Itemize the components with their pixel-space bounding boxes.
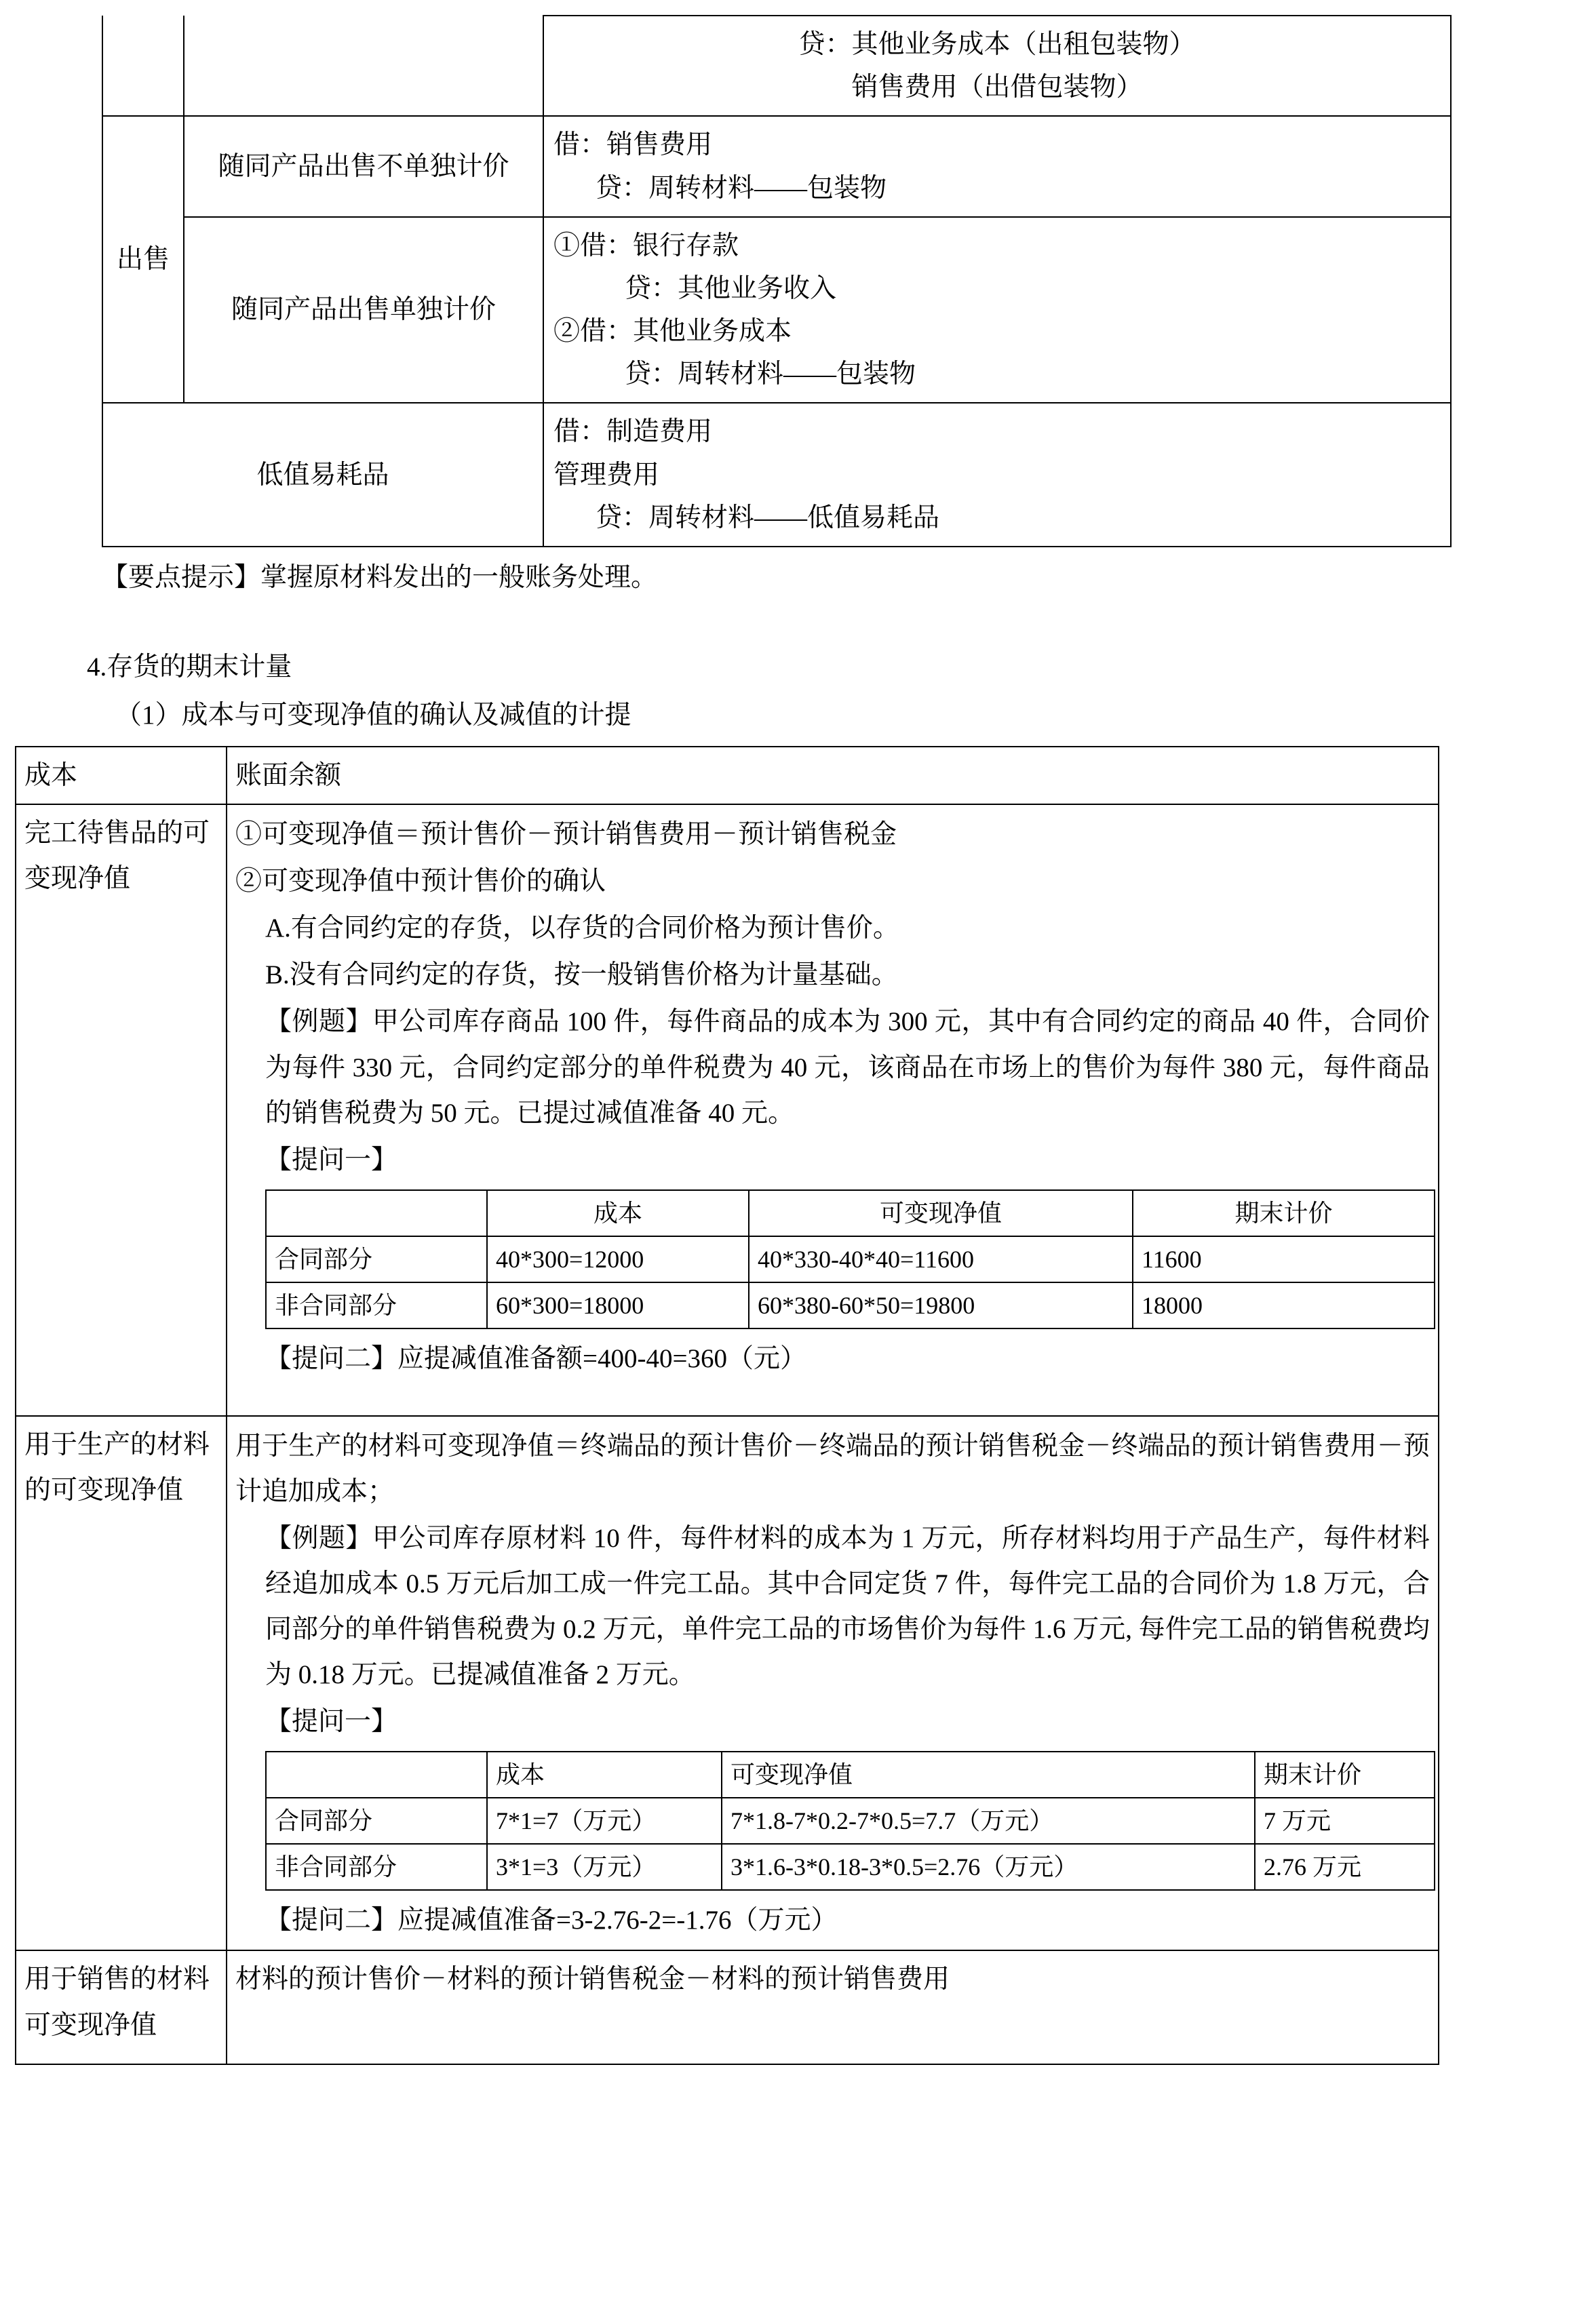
cell-entries-2 [543, 116, 1451, 216]
table-header-row [16, 747, 1439, 804]
inner-header-endprice: 期末计价 [1133, 1190, 1435, 1236]
row-label-production-materials: 用于生产的材料的可变现净值 [16, 1416, 227, 1951]
header-cost: 成本 [16, 747, 227, 804]
row-label-finished-goods: 完工待售品的可变现净值 [16, 804, 227, 1416]
inner-header-cost: 成本 [487, 1752, 722, 1798]
example-text: 【例题】甲公司库存原材料 10 件，每件材料的成本为 1 万元，所存材料均用于产品生产，每件材料经追加成本 0.5 万元后加工成一件完工品。其中合同定货 7 件，每件完工品的合同价为 1.8 万元，合同部分的单件销售税费为 0.2 万元，单件完工品的市场售价为每件 1.6 万元, 每件完工品的销售税费均为 0.18 万元。已提减值准备 2 万元。 [265, 1524, 1430, 1690]
row-content-finished-goods [227, 804, 1439, 1416]
entry-line: 借：销售费用 [553, 130, 713, 160]
inner-cell: 7 万元 [1255, 1798, 1435, 1844]
inner-header-nrv: 可变现净值 [749, 1190, 1133, 1236]
table-row-production-materials [16, 1416, 1439, 1951]
table-row [266, 1190, 1435, 1236]
inner-cell: 60*300=18000 [487, 1282, 749, 1328]
text-line: A.有合同约定的存货，以存货的合同价格为预计售价。 [265, 913, 899, 943]
row-label-sales-materials: 用于销售的材料可变现净值 [16, 1950, 227, 2064]
key-point-note: 【要点提示】掌握原材料发出的一般账务处理。 [102, 562, 658, 592]
cell-subtype-3: 随同产品出售单独计价 [184, 217, 543, 403]
header-book-balance: 账面余额 [227, 747, 1439, 804]
example-text: 【例题】甲公司库存商品 100 件，每件商品的成本为 300 元，其中有合同约定的商品 40 件，合同价为每件 330 元，合同约定部分的单件税费为 40 元，该商品在市场上的售价为每件 380 元，每件商品的销售税费为 50 元。已提过减值准备 40 元。 [265, 1007, 1430, 1128]
production-materials-calc-table [265, 1751, 1435, 1891]
entry-line: 销售费用（出借包装物） [851, 73, 1143, 102]
table-row [102, 16, 1451, 116]
inventory-dispatch-table [102, 15, 1452, 547]
question-two-answer: 【提问二】应提减值准备额=400-40=360（元） [265, 1343, 806, 1373]
inner-header-endprice: 期末计价 [1255, 1752, 1435, 1798]
inner-header-blank [266, 1752, 487, 1798]
table-row [266, 1752, 1435, 1798]
entry-line: 贷：其他业务成本（出租包装物） [798, 30, 1196, 59]
finished-goods-calc-table [265, 1189, 1435, 1329]
question-label: 【提问一】 [265, 1145, 398, 1175]
cell-subtype-empty [184, 16, 543, 116]
entry-line: 贷：周转材料——包装物 [625, 359, 916, 389]
table-row [266, 1844, 1435, 1890]
section-title: 4.存货的期末计量 [87, 652, 292, 682]
entry-line: ①借：银行存款 [553, 231, 739, 260]
question-label: 【提问一】 [265, 1707, 398, 1737]
inner-header-nrv: 可变现净值 [722, 1752, 1255, 1798]
inner-cell: 7*1=7（万元） [487, 1798, 722, 1844]
entry-line: 贷：周转材料——包装物 [596, 173, 887, 203]
inner-cell: 2.76 万元 [1255, 1844, 1435, 1890]
table-row-sales-materials [16, 1950, 1439, 2064]
inner-cell: 60*380-60*50=19800 [749, 1282, 1133, 1328]
inner-cell: 3*1.6-3*0.18-3*0.5=2.76（万元） [722, 1844, 1255, 1890]
question-two-answer: 【提问二】应提减值准备=3-2.76-2=-1.76（万元） [265, 1906, 838, 1935]
text-line: 用于生产的材料可变现净值＝终端品的预计售价－终端品的预计销售税金－终端品的预计销售费用－预计追加成本； [235, 1431, 1430, 1506]
cell-entries-1 [543, 16, 1451, 116]
table-row-finished-goods [16, 804, 1439, 1416]
table-row [102, 116, 1451, 216]
inner-cell: 11600 [1133, 1236, 1435, 1282]
table-row [102, 217, 1451, 403]
inner-cell: 40*330-40*40=11600 [749, 1236, 1133, 1282]
row-content-sales-materials: 材料的预计售价－材料的预计销售税金－材料的预计销售费用 [227, 1950, 1439, 2064]
inner-header-blank [266, 1190, 487, 1236]
table-row [266, 1798, 1435, 1844]
inner-cell: 40*300=12000 [487, 1236, 749, 1282]
text-line: ①可变现净值＝预计售价－预计销售费用－预计销售税金 [235, 820, 897, 850]
inner-cell: 7*1.8-7*0.2-7*0.5=7.7（万元） [722, 1798, 1255, 1844]
spacer [235, 1383, 1430, 1410]
entry-line: 借：制造费用 [553, 417, 713, 447]
inner-cell: 3*1=3（万元） [487, 1844, 722, 1890]
cell-chushou-label: 出售 [102, 116, 184, 403]
text-line: ②可变现净值中预计售价的确认 [235, 867, 606, 897]
inner-cell: 非合同部分 [266, 1844, 487, 1890]
entry-line: 贷：其他业务收入 [625, 273, 837, 303]
cell-entries-4 [543, 403, 1451, 547]
table-row [102, 403, 1451, 547]
table-row [266, 1236, 1435, 1282]
section-subtitle: （1）成本与可变现净值的确认及减值的计提 [115, 700, 631, 730]
cell-group-empty [102, 16, 184, 116]
cell-entries-3 [543, 217, 1451, 403]
entry-line: 管理费用 [553, 460, 660, 490]
inner-cell: 合同部分 [266, 1798, 487, 1844]
inner-cell: 合同部分 [266, 1236, 487, 1282]
entry-line: ②借：其他业务成本 [553, 317, 792, 347]
inner-cell: 18000 [1133, 1282, 1435, 1328]
net-realizable-value-table [15, 746, 1439, 2065]
cell-subtype-2: 随同产品出售不单独计价 [184, 116, 543, 216]
text-line: B.没有合同约定的存货，按一般销售价格为计量基础。 [265, 960, 898, 990]
inner-header-cost: 成本 [487, 1190, 749, 1236]
cell-low-value-label: 低值易耗品 [102, 403, 543, 547]
row-content-production-materials [227, 1416, 1439, 1951]
inner-cell: 非合同部分 [266, 1282, 487, 1328]
table-row [266, 1282, 1435, 1328]
entry-line: 贷：周转材料——低值易耗品 [596, 503, 940, 532]
